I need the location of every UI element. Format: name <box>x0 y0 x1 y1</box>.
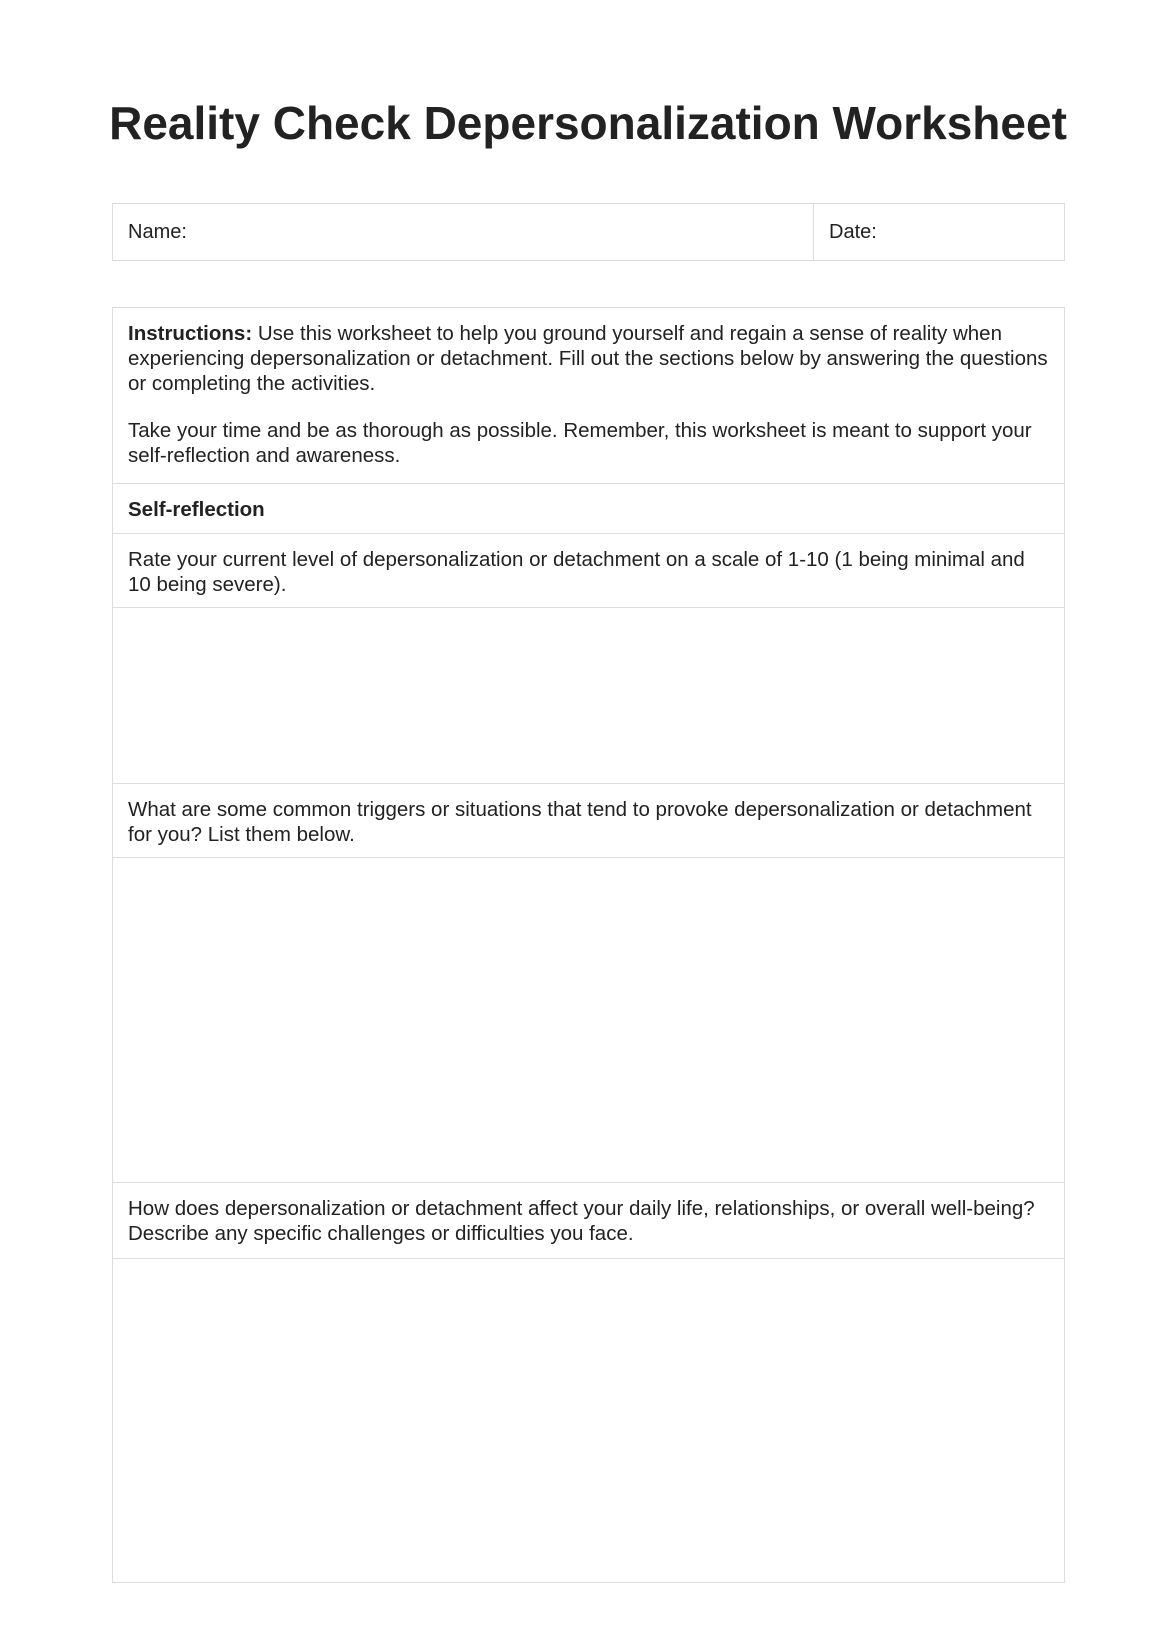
question-1: Rate your current level of depersonalization or detachment on a scale of 1-10 (1 being minimal and 10 being severe). <box>113 534 1064 608</box>
answer-3-area[interactable] <box>113 1259 1064 1582</box>
worksheet-table <box>112 307 1065 1583</box>
question-3: How does depersonalization or detachment affect your daily life, relationships, or overall well-being? Describe any specific challenges or difficulties you face. <box>113 1183 1064 1259</box>
page-title: Reality Check Depersonalization Worksheet <box>109 97 1067 149</box>
instructions-text: Use this worksheet to help you ground yourself and regain a sense of reality when experiencing depersonalization or detachment. Fill out the sections below by answering the questions or completing the activities. <box>128 322 1048 395</box>
name-date-table <box>112 203 1065 261</box>
name-label: Name: <box>128 220 187 243</box>
instructions-label: Instructions: <box>128 322 253 345</box>
instructions-cell <box>113 308 1064 484</box>
answer-1-area[interactable] <box>113 608 1064 784</box>
question-2: What are some common triggers or situations that tend to provoke depersonalization or detachment for you? List them below. <box>113 784 1064 858</box>
name-field[interactable] <box>113 204 814 260</box>
answer-2-area[interactable] <box>113 858 1064 1183</box>
date-field[interactable] <box>814 204 1064 260</box>
section-heading: Self-reflection <box>113 484 1064 534</box>
instructions-note: Take your time and be as thorough as possible. Remember, this worksheet is meant to support your self-reflection and awareness. <box>128 419 1032 467</box>
date-label: Date: <box>829 220 877 243</box>
